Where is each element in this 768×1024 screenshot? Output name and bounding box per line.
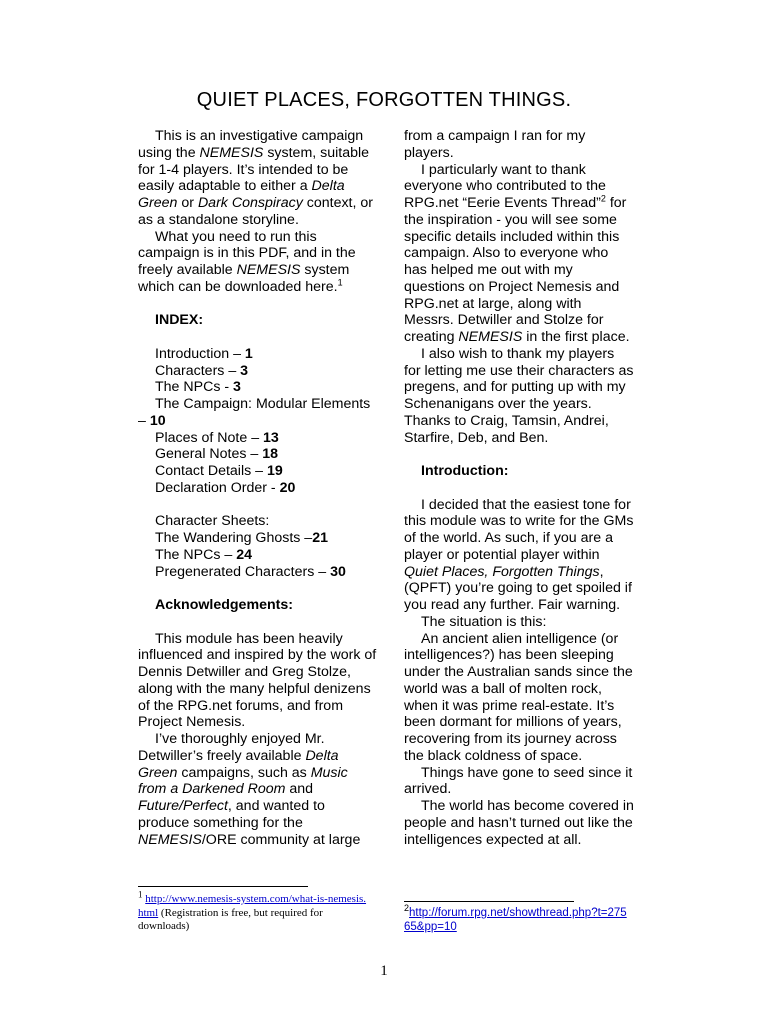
- footnote-1-text: (Registration is free, but required for downloads): [138, 906, 323, 932]
- intro-paragraph-1: This is an investigative campaign using the NEMESIS system, suitable for 1-4 players. It’s intended to be easily adaptable to either a Delta Green or Dark Conspiracy context, or as a standalone storyline.: [138, 128, 373, 228]
- left-column: [138, 128, 378, 848]
- ack-paragraph-4: I also wish to thank my players for letting me use their characters as pregens, and for putting up with my Schenanigans over the years. Thanks to Craig, Tamsin, Andrei, Starfire, Deb, and Ben.: [404, 345, 634, 446]
- index-item: Places of Note – 13: [155, 429, 279, 446]
- footnote-1: [138, 889, 370, 934]
- introduction-paragraph-3: An ancient alien intelligence (or intelligences?) has been sleeping under the Australian sands since the world was a ball of molten rock, when it was prime real-estate. It’s been dormant for millions of years, recovering from its journey across the black coldness of space.: [404, 630, 633, 764]
- index-item: Introduction – 1: [155, 345, 253, 362]
- index-item: Declaration Order - 20: [155, 479, 296, 496]
- index-list: [138, 346, 378, 497]
- index-item: Characters – 3: [155, 362, 249, 379]
- page-number: 1: [380, 963, 388, 979]
- footnote-divider-right: [404, 901, 574, 902]
- ack-paragraph-2-continued: from a campaign I ran for my players.: [404, 128, 586, 161]
- right-column: [404, 128, 634, 848]
- footnote-ref-1: 1: [337, 277, 343, 288]
- sheets-item: The Wandering Ghosts –21: [155, 530, 328, 546]
- sheets-item: Pregenerated Characters – 30: [155, 563, 346, 580]
- acknowledgements-heading: Acknowledgements:: [155, 597, 293, 613]
- introduction-heading: Introduction:: [421, 463, 509, 479]
- introduction-paragraph-4: Things have gone to seed since it arrived.: [404, 764, 633, 798]
- character-sheets-heading: Character Sheets:: [155, 513, 270, 530]
- introduction-paragraph-2: The situation is this:: [421, 613, 547, 630]
- footnote-ref-2: 2: [600, 193, 606, 204]
- ack-paragraph-2: I’ve thoroughly enjoyed Mr. Detwiller’s freely available Delta Green campaigns, such as Music from a Darkened Room and Future/Perfect, and wanted to produce something for the NEMESIS/ORE community at large: [138, 731, 361, 848]
- footnote-1-link[interactable]: http://www.nemesis-system.com/what-is-nemesis.html: [138, 893, 367, 919]
- page-title: QUIET PLACES, FORGOTTEN THINGS.: [196, 89, 572, 111]
- introduction-paragraph-5: The world has become covered in people and hasn’t turned out like the intelligences expected at all.: [404, 798, 634, 848]
- index-heading: INDEX:: [155, 312, 204, 329]
- index-item: The Campaign: Modular Elements – 10: [138, 396, 371, 429]
- footnote-2-number: 2: [404, 903, 410, 914]
- ack-paragraph-1: This module has been heavily influenced and inspired by the work of Dennis Detwiller and Greg Stolze, along with the many helpful denizens of the RPG.net forums, and from Project Nemesis.: [138, 630, 377, 731]
- intro-paragraph-2: What you need to run this campaign is in this PDF, and in the freely available NEMESIS system which can be downloaded here.$^1$: [138, 228, 356, 295]
- footnote-2: [404, 903, 632, 934]
- index-item: General Notes – 18: [155, 446, 279, 463]
- footnote-1-number: 1: [138, 889, 143, 900]
- introduction-paragraph-1: I decided that the easiest tone for this module was to write for the GMs of the world. As such, if you are a player or potential player within Quiet Places, Forgotten Things, (QPFT) you’re going to get spoiled if you read any further. Fair warning.: [404, 496, 634, 613]
- sheets-item: The NPCs – 24: [155, 546, 252, 563]
- ack-paragraph-3: I particularly want to thank everyone who contributed to the RPG.net “Eerie Events Thread”$^2$ for the inspiration - you will see some specific details included within this campaign. Also to everyone who has helped me out with my questions on Project Nemesis and RPG.net at large, along with Messrs. Detwiller and Stolze for creating NEMESIS in the first place.: [404, 161, 630, 345]
- index-item: The NPCs - 3: [155, 379, 241, 396]
- index-item: Contact Details – 19: [155, 463, 283, 479]
- footnote-2-link[interactable]: http://forum.rpg.net/showthread.php?t=27565&pp=10: [404, 907, 627, 933]
- footnote-divider-left: [138, 886, 308, 887]
